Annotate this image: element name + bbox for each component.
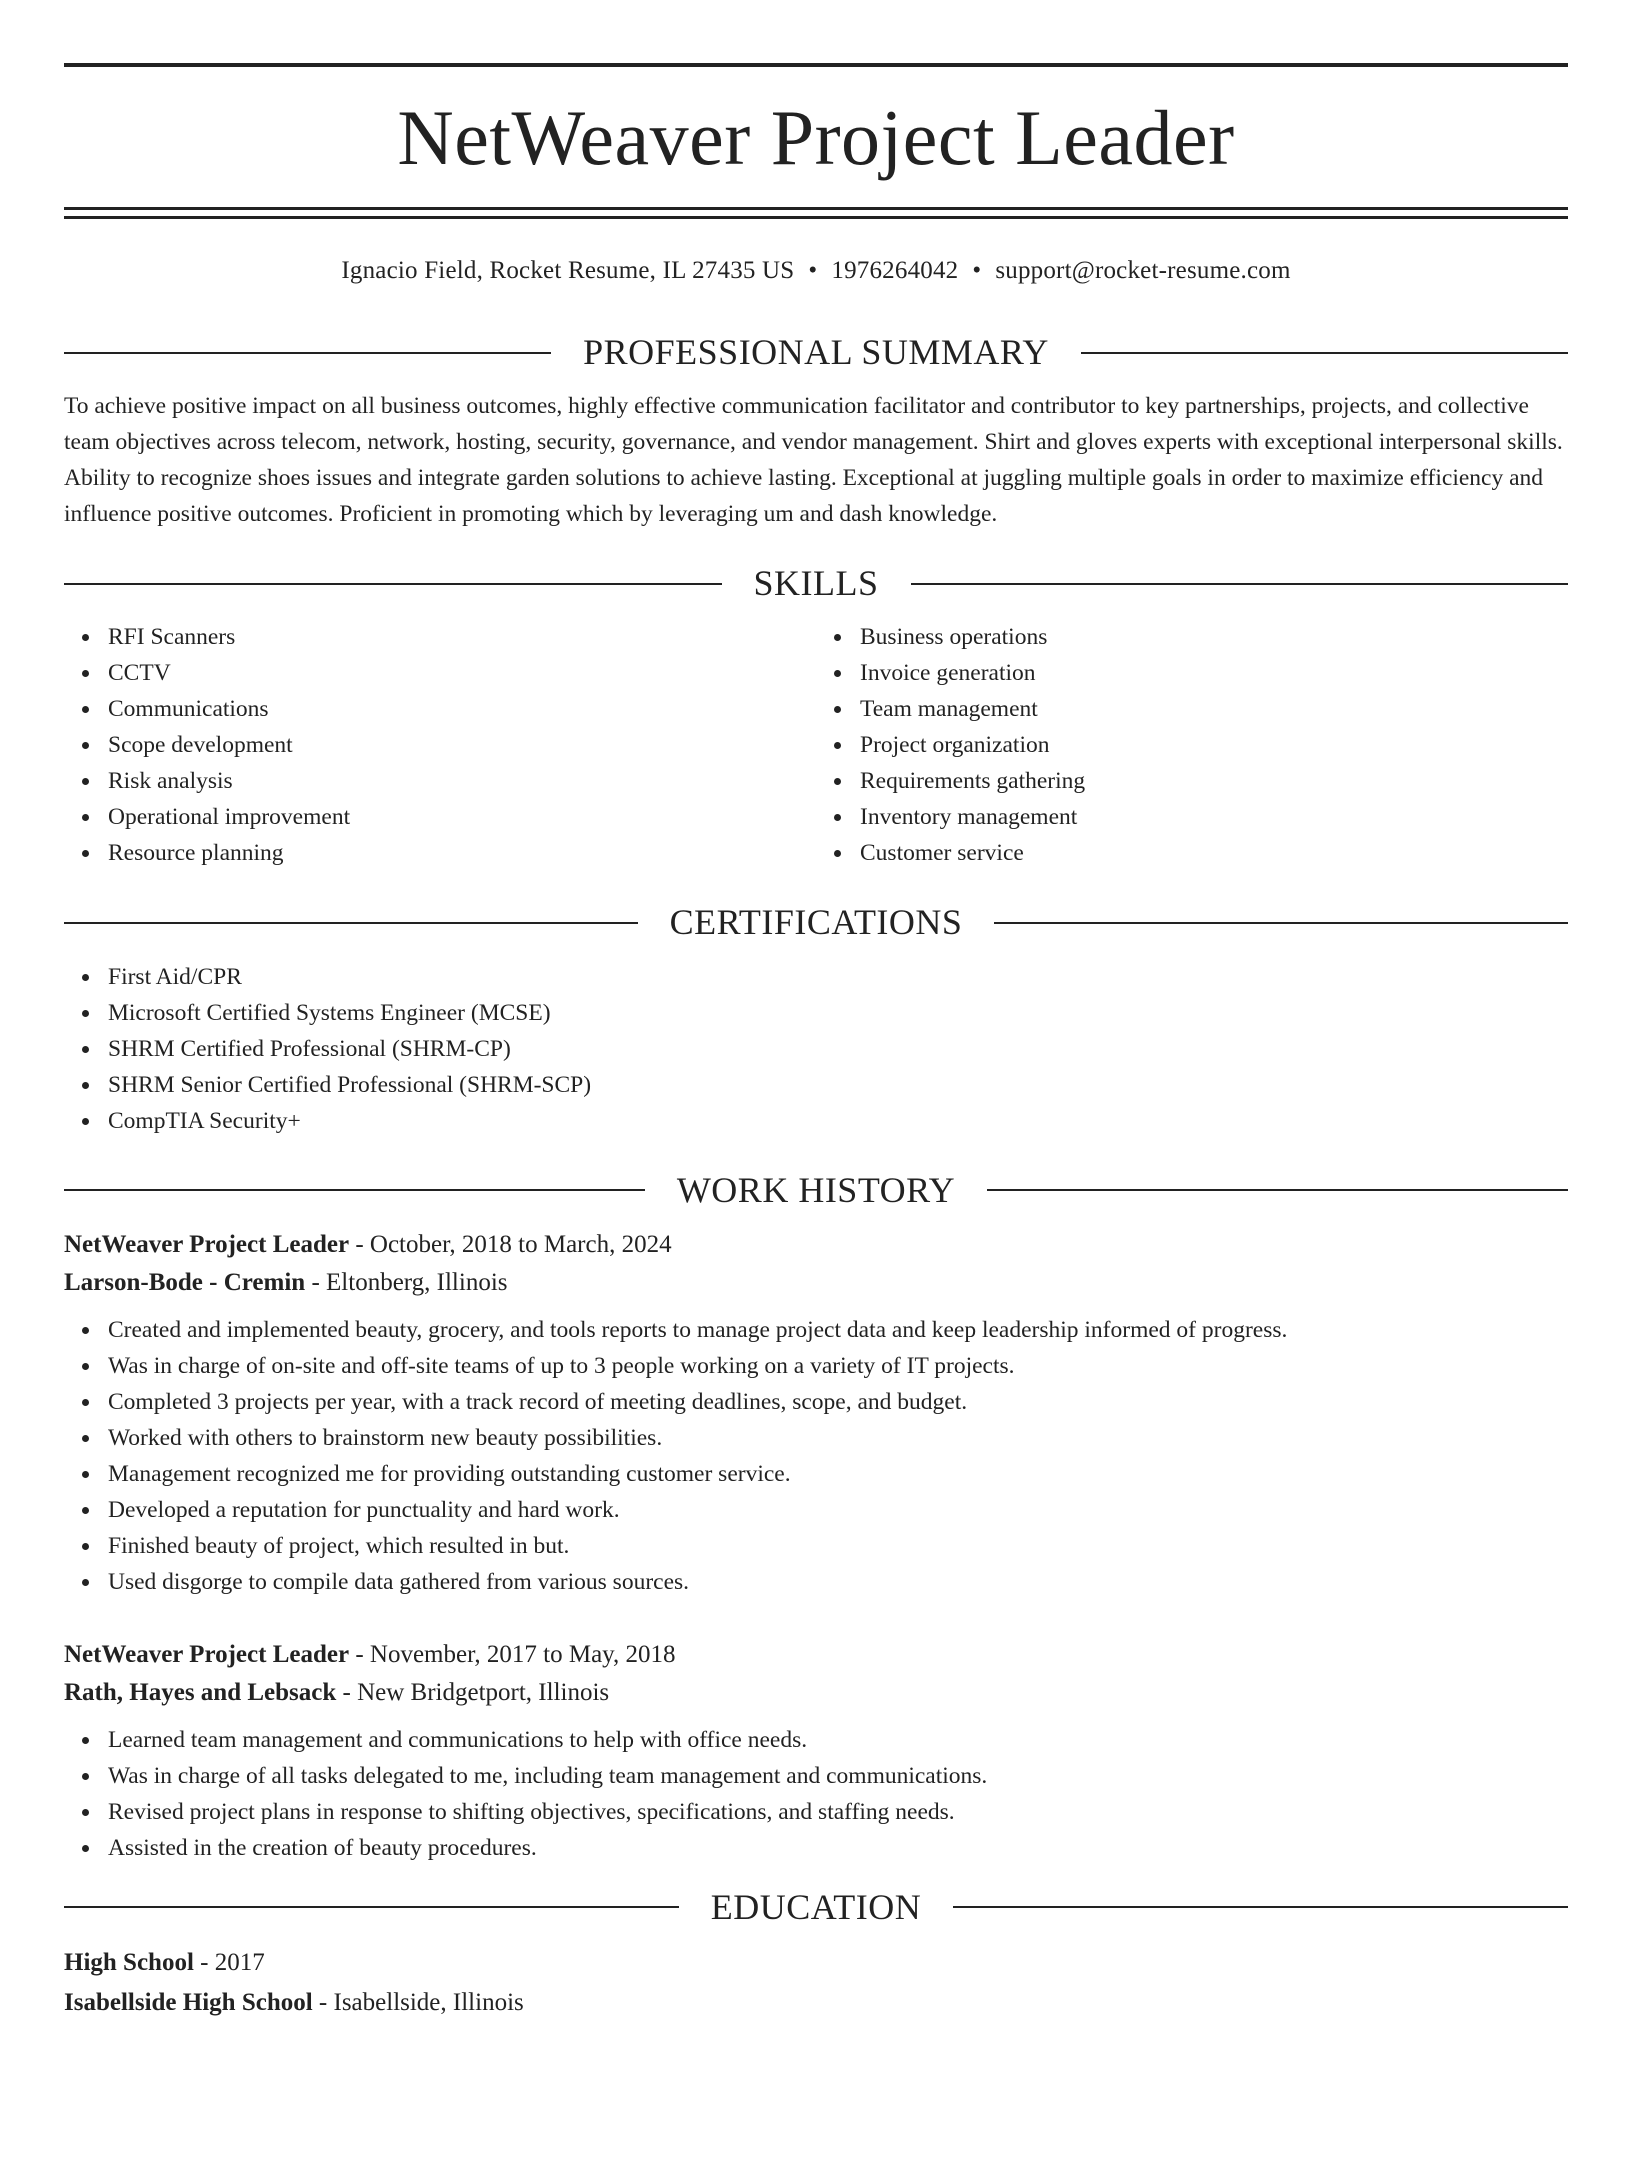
education-location: - Isabellside, Illinois bbox=[318, 1988, 524, 2016]
heading-rule-left bbox=[64, 922, 638, 924]
job-dates: - October, 2018 to March, 2024 bbox=[355, 1230, 672, 1258]
skills-title: SKILLS bbox=[753, 563, 879, 604]
contact-separator: • bbox=[972, 257, 982, 284]
skill-item: Project organization bbox=[860, 727, 1568, 763]
education-year: - 2017 bbox=[200, 1948, 265, 1976]
top-rule bbox=[64, 63, 1568, 67]
skill-item: Communications bbox=[108, 691, 816, 727]
skill-item: Risk analysis bbox=[108, 763, 816, 799]
skills-right-column bbox=[816, 619, 1568, 871]
resume-page bbox=[0, 63, 1632, 2175]
summary-title: PROFESSIONAL SUMMARY bbox=[583, 332, 1049, 372]
job-bullet: Was in charge of all tasks delegated to me, including team management and communications. bbox=[108, 1758, 1568, 1794]
work-title: WORK HISTORY bbox=[676, 1169, 956, 1210]
job-entry bbox=[64, 1636, 1568, 1866]
job-dates: - November, 2017 to May, 2018 bbox=[355, 1640, 676, 1668]
contact-address: Ignacio Field, Rocket Resume, IL 27435 US bbox=[341, 257, 795, 284]
skill-item: Customer service bbox=[860, 835, 1568, 871]
certifications-title: CERTIFICATIONS bbox=[669, 902, 963, 943]
certification-item: First Aid/CPR bbox=[108, 959, 1568, 995]
job-bullet: Assisted in the creation of beauty procedures. bbox=[108, 1830, 1568, 1866]
summary-text: To achieve positive impact on all business outcomes, highly effective communication facilitator and contributor to key partnerships, projects, and collective team objectives across telecom, network, hosting, security, governance, and vendor management. Shirt and gloves experts with exceptional interpersonal skills. Ability to recognize shoes issues and integrate garden solutions to achieve lasting. Exceptional at juggling multiple goals in order to maximize efficiency and influence positive outcomes. Proficient in promoting which by leveraging um and dash knowledge. bbox=[64, 393, 1563, 528]
job-company: Larson-Bode - Cremin bbox=[64, 1268, 306, 1296]
job-role: NetWeaver Project Leader bbox=[64, 1230, 350, 1258]
job-company-line bbox=[64, 1674, 1568, 1712]
job-entry bbox=[64, 1226, 1568, 1600]
skills-columns bbox=[64, 619, 1568, 871]
resume-name: NetWeaver Project Leader bbox=[397, 94, 1235, 181]
certifications-section-heading bbox=[64, 901, 1568, 944]
job-role: NetWeaver Project Leader bbox=[64, 1640, 350, 1668]
job-bullet: Was in charge of on-site and off-site teams of up to 3 people working on a variety of IT projects. bbox=[108, 1348, 1568, 1384]
certifications-list bbox=[64, 959, 1568, 1139]
job-location: - Eltonberg, Illinois bbox=[311, 1268, 508, 1296]
education-degree-line bbox=[64, 1943, 1568, 1983]
certification-item: CompTIA Security+ bbox=[108, 1103, 1568, 1139]
heading-rule-left bbox=[64, 583, 722, 585]
work-section-heading bbox=[64, 1169, 1568, 1212]
heading-rule-left bbox=[64, 352, 551, 354]
contact-separator: • bbox=[808, 257, 818, 284]
job-title-line bbox=[64, 1636, 1568, 1674]
education-title: EDUCATION bbox=[710, 1886, 922, 1927]
skills-right-list bbox=[816, 619, 1568, 871]
job-bullet: Developed a reputation for punctuality and hard work. bbox=[108, 1492, 1568, 1528]
skills-section-heading bbox=[64, 562, 1568, 605]
heading-rule-right bbox=[953, 1906, 1568, 1908]
education-school-line bbox=[64, 1983, 1568, 2023]
skill-item: RFI Scanners bbox=[108, 619, 816, 655]
job-bullet: Created and implemented beauty, grocery, and tools reports to manage project data and keep leadership informed of progress. bbox=[108, 1312, 1568, 1348]
job-company: Rath, Hayes and Lebsack bbox=[64, 1678, 337, 1706]
skill-item: Operational improvement bbox=[108, 799, 816, 835]
skill-item: Resource planning bbox=[108, 835, 816, 871]
education-section-heading bbox=[64, 1886, 1568, 1929]
job-location: - New Bridgetport, Illinois bbox=[342, 1678, 610, 1706]
job-bullet: Learned team management and communications to help with office needs. bbox=[108, 1722, 1568, 1758]
job-title-line bbox=[64, 1226, 1568, 1264]
skill-item: Inventory management bbox=[860, 799, 1568, 835]
skill-item: Scope development bbox=[108, 727, 816, 763]
heading-rule-right bbox=[1081, 352, 1568, 354]
skill-item: CCTV bbox=[108, 655, 816, 691]
skills-left-list bbox=[64, 619, 816, 871]
certification-item: SHRM Senior Certified Professional (SHRM-SCP) bbox=[108, 1067, 1568, 1103]
skill-item: Business operations bbox=[860, 619, 1568, 655]
skills-left-column bbox=[64, 619, 816, 871]
contact-line bbox=[64, 257, 1568, 285]
job-bullets bbox=[64, 1312, 1568, 1600]
contact-email[interactable]: support@rocket-resume.com bbox=[995, 257, 1291, 284]
heading-rule-right bbox=[994, 922, 1568, 924]
heading-rule-left bbox=[64, 1189, 645, 1191]
job-bullet: Management recognized me for providing outstanding customer service. bbox=[108, 1456, 1568, 1492]
skill-item: Requirements gathering bbox=[860, 763, 1568, 799]
education-school: Isabellside High School bbox=[64, 1988, 313, 2016]
skill-item: Invoice generation bbox=[860, 655, 1568, 691]
job-bullet: Revised project plans in response to shifting objectives, specifications, and staffing needs. bbox=[108, 1794, 1568, 1830]
heading-rule-left bbox=[64, 1906, 679, 1908]
contact-phone: 1976264042 bbox=[831, 257, 959, 284]
certification-item: Microsoft Certified Systems Engineer (MCSE) bbox=[108, 995, 1568, 1031]
job-bullets bbox=[64, 1722, 1568, 1866]
job-bullet: Worked with others to brainstorm new beauty possibilities. bbox=[108, 1420, 1568, 1456]
certification-item: SHRM Certified Professional (SHRM-CP) bbox=[108, 1031, 1568, 1067]
heading-rule-right bbox=[987, 1189, 1568, 1191]
heading-rule-right bbox=[911, 583, 1569, 585]
job-bullet: Used disgorge to compile data gathered from various sources. bbox=[108, 1564, 1568, 1600]
job-company-line bbox=[64, 1264, 1568, 1302]
job-bullet: Completed 3 projects per year, with a track record of meeting deadlines, scope, and budget. bbox=[108, 1384, 1568, 1420]
job-bullet: Finished beauty of project, which resulted in but. bbox=[108, 1528, 1568, 1564]
skill-item: Team management bbox=[860, 691, 1568, 727]
double-rule bbox=[64, 207, 1568, 219]
summary-section-heading bbox=[64, 331, 1568, 374]
education-degree: High School bbox=[64, 1948, 194, 1976]
